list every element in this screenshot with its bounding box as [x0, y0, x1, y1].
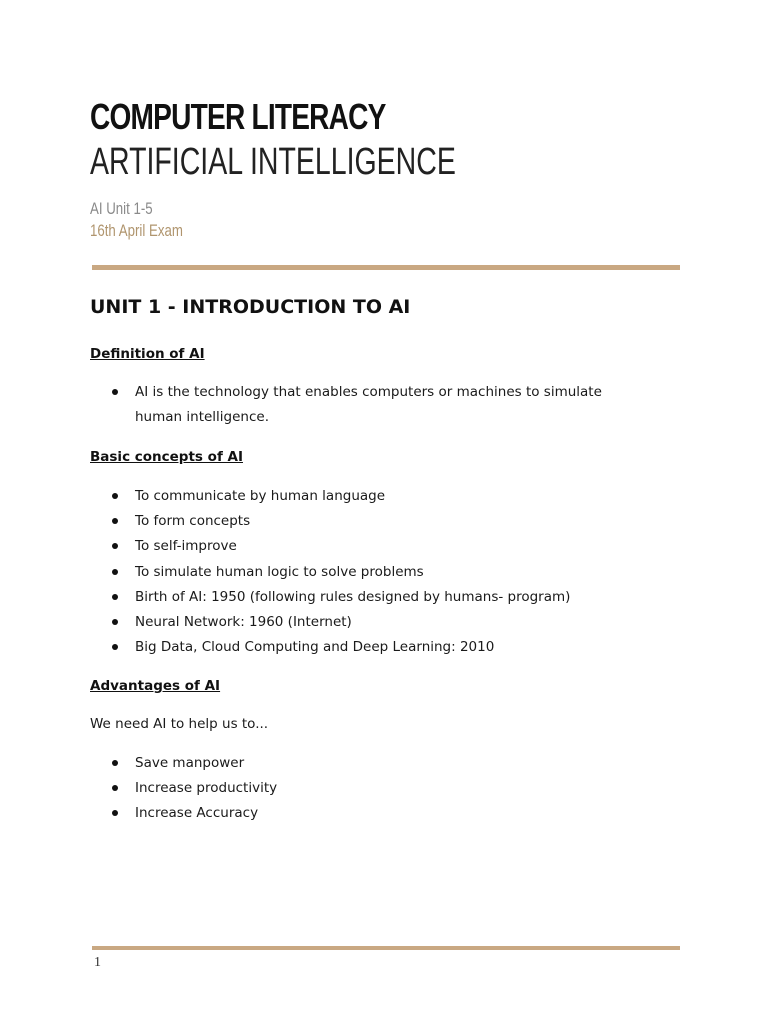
- bullet-icon: [112, 569, 118, 575]
- list-item-text: Save manpower: [135, 755, 245, 771]
- list-item-text: Big Data, Cloud Computing and Deep Learning: 2010: [135, 639, 495, 656]
- list-item-text: To simulate human logic to solve problems: [135, 563, 424, 580]
- definition-list: [112, 380, 642, 430]
- document-subtitle: ARTIFICIAL INTELLIGENCE: [90, 141, 456, 183]
- basic-concepts-list: [112, 484, 672, 660]
- bullet-icon: [112, 543, 118, 549]
- list-item-text: Neural Network: 1960 (Internet): [135, 614, 352, 631]
- list-item: [112, 801, 512, 826]
- bullet-icon: [112, 644, 118, 650]
- list-item-text: Increase Accuracy: [135, 805, 259, 822]
- list-item-text: Increase productivity: [135, 780, 278, 797]
- page-number: 1: [94, 955, 101, 970]
- list-item: [112, 751, 512, 776]
- list-item-text: To form concepts: [135, 513, 251, 530]
- bullet-icon: [112, 810, 118, 816]
- list-item-text: AI is the technology that enables computers or machines to simulate human intelligence.: [135, 384, 602, 426]
- advantages-heading: Advantages of AI: [90, 678, 221, 694]
- document-title: COMPUTER LITERACY: [90, 96, 386, 137]
- list-item: [112, 610, 672, 635]
- bullet-icon: [112, 760, 118, 766]
- bullet-icon: [112, 518, 118, 524]
- bullet-icon: [112, 493, 118, 499]
- bullet-icon: [112, 619, 118, 625]
- list-item: [112, 484, 672, 509]
- list-item: [112, 560, 672, 585]
- footer-divider: [92, 946, 680, 950]
- list-item: [112, 776, 512, 801]
- unit-heading: UNIT 1 - INTRODUCTION TO AI: [90, 296, 411, 318]
- list-item: [112, 509, 672, 534]
- list-item: [112, 635, 672, 660]
- definition-heading: Definition of AI: [90, 346, 205, 362]
- list-item: [112, 380, 642, 430]
- header-divider: [92, 265, 680, 270]
- bullet-icon: [112, 785, 118, 791]
- advantages-intro: We need AI to help us to...: [90, 716, 269, 732]
- list-item-text: Birth of AI: 1950 (following rules designed by humans- program): [135, 588, 571, 605]
- unit-range-label: AI Unit 1-5: [90, 199, 153, 218]
- list-item-text: To communicate by human language: [135, 488, 386, 504]
- list-item: [112, 534, 672, 559]
- bullet-icon: [112, 594, 118, 600]
- list-item-text: To self-improve: [135, 538, 237, 555]
- basic-concepts-heading: Basic concepts of AI: [90, 449, 243, 465]
- exam-date-label: 16th April Exam: [90, 221, 183, 240]
- list-item: [112, 585, 672, 610]
- advantages-list: [112, 751, 512, 827]
- bullet-icon: [112, 389, 118, 395]
